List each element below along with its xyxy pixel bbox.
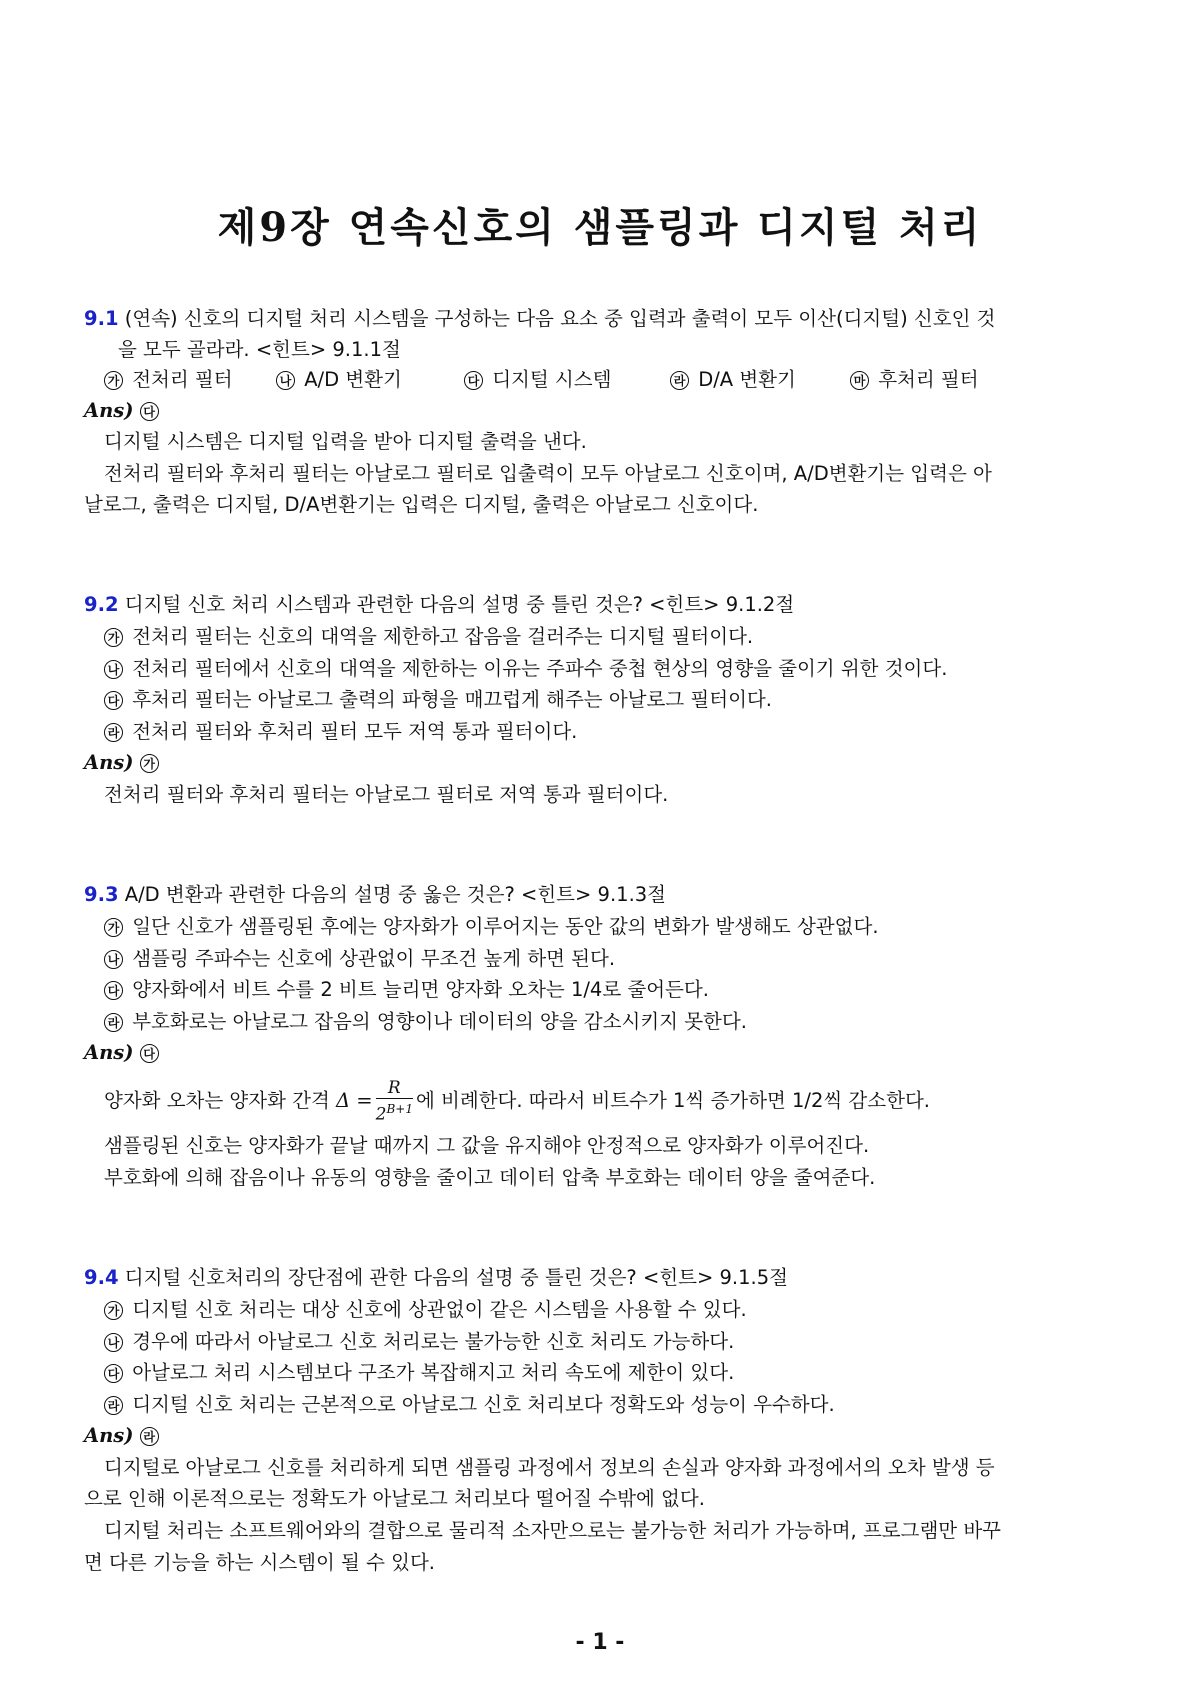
- explanation-line: 디지털 시스템은 디지털 입력을 받아 디지털 출력을 낸다.: [104, 430, 587, 453]
- explanation-line: 전처리 필터와 후처리 필터는 아날로그 필터로 입출력이 모두 아날로그 신호이며, A/D변환기는 입력은 아: [104, 462, 992, 485]
- option-item: [464, 367, 611, 393]
- question-9-3: [84, 882, 666, 908]
- option-text: A/D 변환기: [304, 368, 402, 391]
- option-text: 샘플링 주파수는 신호에 상관없이 무조건 높게 하면 된다.: [132, 947, 616, 970]
- option-text: 디지털 시스템: [492, 368, 612, 391]
- question-number: 9.3: [84, 883, 119, 906]
- answer-9-2: [84, 750, 162, 776]
- option-text: 디지털 신호 처리는 근본적으로 아날로그 신호 처리보다 정확도와 성능이 우수하다.: [132, 1393, 835, 1416]
- explanation-line: 샘플링된 신호는 양자화가 끝날 때까지 그 값을 유지해야 안정적으로 양자화가 이루어진다.: [104, 1134, 870, 1157]
- answer-label: Ans): [84, 399, 134, 422]
- circled-marker-icon: 라: [104, 723, 123, 742]
- circled-marker-icon: 다: [140, 402, 159, 421]
- option-text: 경우에 따라서 아날로그 신호 처리로는 불가능한 신호 처리도 가능하다.: [132, 1330, 735, 1353]
- question-text: 디지털 신호처리의 장단점에 관한 다음의 설명 중 틀린 것은? <힌트> 9.1.5절: [124, 1266, 788, 1289]
- circled-marker-icon: 마: [850, 371, 869, 390]
- option-item: [104, 977, 709, 1003]
- formula-denominator: [376, 1099, 413, 1125]
- option-item: [104, 1297, 747, 1323]
- explanation-line: 으로 인해 이론적으로는 정확도가 아날로그 처리보다 떨어질 수밖에 없다.: [84, 1487, 705, 1510]
- formula-fraction: [376, 1078, 413, 1125]
- option-item: [104, 914, 879, 940]
- circled-marker-icon: 다: [104, 981, 123, 1000]
- option-item: [104, 946, 615, 972]
- option-text: 디지털 신호 처리는 대상 신호에 상관없이 같은 시스템을 사용할 수 있다.: [132, 1298, 747, 1321]
- question-text-continued: 을 모두 골라라. <힌트> 9.1.1절: [118, 338, 401, 361]
- circled-marker-icon: 가: [140, 754, 159, 773]
- circled-marker-icon: 나: [104, 660, 123, 679]
- question-number: 9.2: [84, 593, 119, 616]
- option-item: [850, 367, 979, 393]
- option-item: [104, 656, 947, 682]
- question-text: A/D 변환과 관련한 다음의 설명 중 옳은 것은? <힌트> 9.1.3절: [124, 883, 667, 906]
- explanation-text: 에 비례한다. 따라서 비트수가 1씩 증가하면 1/2씩 감소한다.: [415, 1088, 930, 1112]
- option-item: [104, 687, 772, 713]
- formula-den-base: 2: [375, 1104, 387, 1125]
- explanation-line: 디지털 처리는 소프트웨어와의 결합으로 물리적 소자만으로는 불가능한 처리가 가능하며, 프로그램만 바꾸: [104, 1519, 1002, 1542]
- option-item: [104, 1392, 835, 1418]
- circled-marker-icon: 다: [104, 1364, 123, 1383]
- circled-marker-icon: 나: [104, 1333, 123, 1352]
- option-item: [104, 367, 233, 393]
- question-number: 9.4: [84, 1266, 119, 1289]
- formula-den-exponent: B+1: [386, 1102, 413, 1116]
- option-text: 전처리 필터에서 신호의 대역을 제한하는 이유는 주파수 중첩 현상의 영향을 줄이기 위한 것이다.: [132, 657, 948, 680]
- answer-label: Ans): [84, 751, 134, 774]
- option-text: 후처리 필터: [878, 368, 979, 391]
- question-text: 디지털 신호 처리 시스템과 관련한 다음의 설명 중 틀린 것은? <힌트> 9.1.2절: [124, 593, 795, 616]
- circled-marker-icon: 다: [464, 371, 483, 390]
- circled-marker-icon: 가: [104, 918, 123, 937]
- option-item: [670, 367, 796, 393]
- circled-marker-icon: 다: [140, 1044, 159, 1063]
- option-item: [104, 1360, 734, 1386]
- option-item: [104, 624, 753, 650]
- circled-marker-icon: 가: [104, 628, 123, 647]
- option-text: 부호화로는 아날로그 잡음의 영향이나 데이터의 양을 감소시키지 못한다.: [132, 1010, 747, 1033]
- circled-marker-icon: 라: [140, 1427, 159, 1446]
- question-text: (연속) 신호의 디지털 처리 시스템을 구성하는 다음 요소 중 입력과 출력이 모두 이산(디지털) 신호인 것: [124, 307, 996, 330]
- option-text: 전처리 필터와 후처리 필터 모두 저역 통과 필터이다.: [132, 720, 578, 743]
- answer-label: Ans): [84, 1424, 134, 1447]
- option-text: 양자화에서 비트 수를 2 비트 늘리면 양자화 오차는 1/4로 줄어든다.: [132, 978, 709, 1001]
- option-text: 아날로그 처리 시스템보다 구조가 복잡해지고 처리 속도에 제한이 있다.: [132, 1361, 735, 1384]
- circled-marker-icon: 라: [104, 1013, 123, 1032]
- explanation-line: 면 다른 기능을 하는 시스템이 될 수 있다.: [84, 1551, 435, 1574]
- answer-9-3: [84, 1040, 162, 1066]
- option-text: 전처리 필터: [132, 368, 233, 391]
- circled-marker-icon: 나: [104, 950, 123, 969]
- formula-delta: Δ =: [336, 1088, 373, 1112]
- explanation-line: 날로그, 출력은 디지털, D/A변환기는 입력은 디지털, 출력은 아날로그 신호이다.: [84, 493, 759, 516]
- question-9-4: [84, 1265, 788, 1291]
- circled-marker-icon: 라: [670, 371, 689, 390]
- answer-9-1: [84, 398, 162, 424]
- answer-label: Ans): [84, 1041, 134, 1064]
- explanation-formula-line: [104, 1078, 930, 1125]
- option-text: 후처리 필터는 아날로그 출력의 파형을 매끄럽게 해주는 아날로그 필터이다.: [132, 688, 772, 711]
- chapter-title: 제9장 연속신호의 샘플링과 디지털 처리: [217, 204, 983, 251]
- circled-marker-icon: 라: [104, 1396, 123, 1415]
- explanation-line: 디지털로 아날로그 신호를 처리하게 되면 샘플링 과정에서 정보의 손실과 양자화 과정에서의 오차 발생 등: [104, 1456, 995, 1479]
- formula-numerator: R: [376, 1078, 413, 1099]
- option-item: [104, 1329, 734, 1355]
- answer-9-4: [84, 1423, 162, 1449]
- explanation-line: 부호화에 의해 잡음이나 유동의 영향을 줄이고 데이터 압축 부호화는 데이터 양을 줄여준다.: [104, 1166, 876, 1189]
- circled-marker-icon: 가: [104, 371, 123, 390]
- circled-marker-icon: 나: [276, 371, 295, 390]
- circled-marker-icon: 다: [104, 691, 123, 710]
- explanation-line: 전처리 필터와 후처리 필터는 아날로그 필터로 저역 통과 필터이다.: [104, 783, 669, 806]
- option-text: 일단 신호가 샘플링된 후에는 양자화가 이루어지는 동안 값의 변화가 발생해도 상관없다.: [132, 915, 879, 938]
- option-text: D/A 변환기: [698, 368, 796, 391]
- explanation-text: 양자화 오차는 양자화 간격: [104, 1088, 330, 1112]
- option-item: [104, 719, 577, 745]
- question-9-1: [84, 306, 995, 332]
- page-number: - 1 -: [575, 1630, 625, 1655]
- option-item: [276, 367, 402, 393]
- circled-marker-icon: 가: [104, 1301, 123, 1320]
- option-text: 전처리 필터는 신호의 대역을 제한하고 잡음을 걸러주는 디지털 필터이다.: [132, 625, 754, 648]
- question-9-2: [84, 592, 794, 618]
- question-number: 9.1: [84, 307, 119, 330]
- option-item: [104, 1009, 747, 1035]
